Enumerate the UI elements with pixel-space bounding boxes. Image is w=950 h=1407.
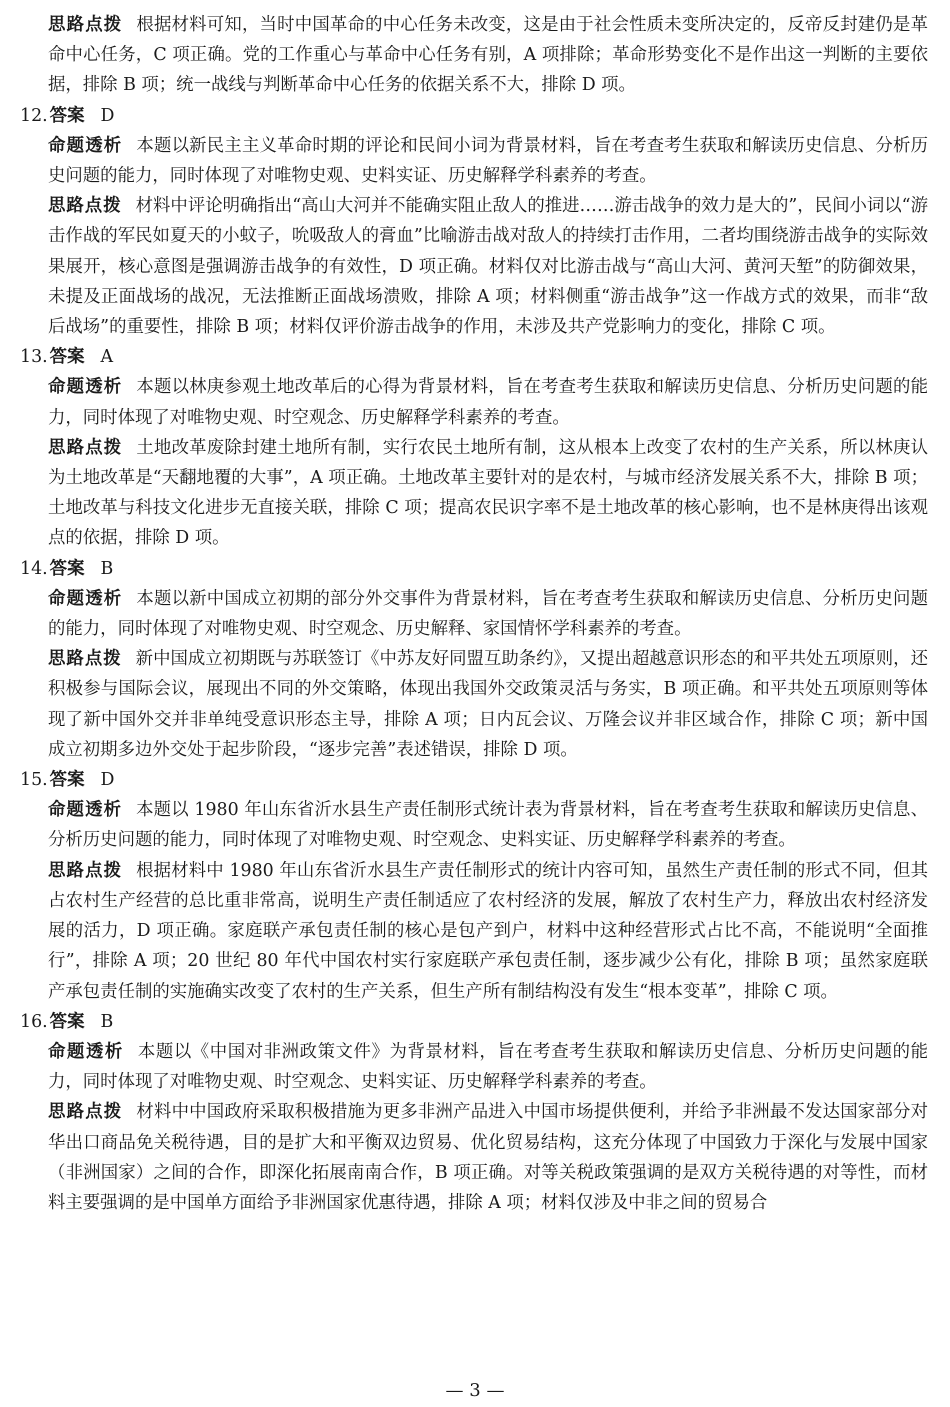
question-number: 12. (20, 105, 48, 126)
answer-label: 答案 (49, 347, 85, 368)
hint-paragraph (48, 433, 928, 554)
hint-label: 思路点拨 (48, 15, 123, 35)
hint-text: 根据材料可知，当时中国革命的中心任务未改变，这是由于社会性质未变所决定的，反帝反封建仍是革命中心任务，C 项正确。党的工作重心与革命中心任务有别，A 项排除；革命形势变化不是作出这一判断的主要依据，排除 B 项；统一战线与判断革命中心任务的依据关系不大，排除 D 项。 (48, 15, 928, 96)
question-15 (20, 765, 928, 1007)
hint-paragraph (48, 644, 928, 765)
question-number: 16. (20, 1011, 48, 1032)
analysis-paragraph (48, 372, 928, 432)
answer-value: D (100, 770, 115, 791)
analysis-text: 本题以林庚参观土地改革后的心得为背景材料，旨在考查考生获取和解读历史信息、分析历史问题的能力，同时体现了对唯物史观、时空观念、历史解释学科素养的考查。 (48, 377, 928, 428)
question-13 (20, 342, 928, 553)
question-16 (20, 1007, 928, 1218)
answer-line (20, 342, 928, 372)
hint-text: 材料中评论明确指出“高山大河并不能确实阻止敌人的推进……游击战争的效力是大的”，民间小词以“游击作战的军民如夏天的小蚊子，吮吸敌人的膏血”比喻游击战对敌人的持续打击作用，二者均围绕游击战争的实际效果展开，核心意图是强调游击战争的有效性，D 项正确。材料仅对比游击战与“高山大河、黄河天堑”的防御效果，未提及正面战场的战况，无法推断正面战场溃败，排除 A 项；材料侧重“游击战争”这一作战方式的效果，而非“敌后战场”的重要性，排除 B 项；材料仅评价游击战争的作用，未涉及共产党影响力的变化，排除 C 项。 (48, 196, 928, 338)
question-number: 13. (20, 347, 48, 368)
answer-line (20, 101, 928, 131)
analysis-label: 命题透析 (48, 135, 123, 156)
hint-paragraph (48, 191, 928, 342)
answer-label: 答案 (49, 558, 85, 579)
answer-label: 答案 (49, 105, 85, 126)
question-number: 15. (20, 770, 48, 791)
hint-text: 土地改革废除封建土地所有制，实行农民土地所有制，这从根本上改变了农村的生产关系，所以林庚认为土地改革是“天翻地覆的大事”，A 项正确。土地改革主要针对的是农村，与城市经济发展关系不大，排除 B 项；土地改革与科技文化进步无直接关联，排除 C 项；提高农民识字率不是土地改革的核心影响，也不是林庚得出该观点的依据，排除 D 项。 (48, 437, 928, 549)
analysis-label: 命题透析 (48, 800, 123, 821)
answer-value: D (100, 105, 115, 126)
analysis-text: 本题以《中国对非洲政策文件》为背景材料，旨在考查考生获取和解读历史信息、分析历史问题的能力，同时体现了对唯物史观、时空观念、史料实证、历史解释学科素养的考查。 (48, 1041, 928, 1093)
analysis-paragraph (48, 795, 928, 855)
analysis-label: 命题透析 (48, 377, 123, 398)
answer-line (20, 1007, 928, 1037)
intro-hint-block (48, 10, 928, 101)
analysis-text: 本题以新民主主义革命时期的评论和民间小词为背景材料，旨在考查考生获取和解读历史信息、分析历史问题的能力，同时体现了对唯物史观、史料实证、历史解释学科素养的考查。 (48, 135, 928, 187)
hint-text: 材料中中国政府采取积极措施为更多非洲产品进入中国市场提供便利，并给予非洲最不发达国家部分对华出口商品免关税待遇，目的是扩大和平衡双边贸易、优化贸易结构，这充分体现了中国致力于深化与发展中国家（非洲国家）之间的合作，即深化拓展南南合作，B 项正确。对等关税政策强调的是双方关税待遇的对等性，而材料主要强调的是中国单方面给予非洲国家优惠待遇，排除 A 项；材料仅涉及中非之间的贸易合 (48, 1102, 928, 1213)
answer-line (20, 765, 928, 795)
analysis-label: 命题透析 (48, 588, 123, 609)
analysis-paragraph (48, 584, 928, 644)
hint-paragraph (48, 1097, 928, 1218)
hint-paragraph (48, 856, 928, 1007)
page-number: — 3 — (445, 1380, 505, 1401)
intro-hint (48, 10, 928, 101)
hint-text: 根据材料中 1980 年山东省沂水县生产责任制形式的统计内容可知，虽然生产责任制的形式不同，但其占农村生产经营的总比重非常高，说明生产责任制适应了农村经济的发展，解放了农村生产力，释放出农村经济发展的活力，D 项正确。家庭联产承包责任制的核心是包产到户，材料中这种经营形式占比不高，不能说明“全面推行”，排除 A 项；20 世纪 80 年代中国农村实行家庭联产承包责任制，逐步减少公有化，排除 B 项；虽然家庭联产承包责任制的实施确实改变了农村的生产关系，但生产所有制结构没有发生“根本变革”，排除 C 项。 (48, 860, 928, 1002)
hint-label: 思路点拨 (48, 437, 123, 458)
hint-label: 思路点拨 (48, 1102, 123, 1123)
hint-text: 新中国成立初期既与苏联签订《中苏友好同盟互助条约》，又提出超越意识形态的和平共处五项原则，还积极参与国际会议，展现出不同的外交策略，体现出我国外交政策灵活与务实，B 项正确。和平共处五项原则等体现了新中国外交并非单纯受意识形态主导，排除 A 项；日内瓦会议、万隆会议并非区域合作，排除 C 项；新中国成立初期多边外交处于起步阶段，“逐步完善”表述错误，排除 D 项。 (48, 649, 928, 760)
question-12 (20, 101, 928, 343)
analysis-label: 命题透析 (48, 1041, 124, 1062)
hint-label: 思路点拨 (48, 196, 122, 217)
answer-value: B (100, 558, 114, 579)
question-14 (20, 554, 928, 765)
hint-label: 思路点拨 (48, 860, 123, 881)
answer-value: B (100, 1011, 114, 1032)
answer-line (20, 554, 928, 584)
analysis-paragraph (48, 131, 928, 191)
answer-label: 答案 (49, 770, 85, 791)
analysis-paragraph (48, 1037, 928, 1097)
analysis-text: 本题以新中国成立初期的部分外交事件为背景材料，旨在考查考生获取和解读历史信息、分析历史问题的能力，同时体现了对唯物史观、时空观念、历史解释、家国情怀学科素养的考查。 (48, 588, 928, 640)
answer-value: A (100, 347, 114, 368)
question-number: 14. (20, 558, 48, 579)
answer-label: 答案 (49, 1011, 85, 1032)
hint-label: 思路点拨 (48, 649, 122, 670)
analysis-text: 本题以 1980 年山东省沂水县生产责任制形式统计表为背景材料，旨在考查考生获取和解读历史信息、分析历史问题的能力，同时体现了对唯物史观、时空观念、史料实证、历史解释学科素养的考查。 (48, 800, 928, 851)
